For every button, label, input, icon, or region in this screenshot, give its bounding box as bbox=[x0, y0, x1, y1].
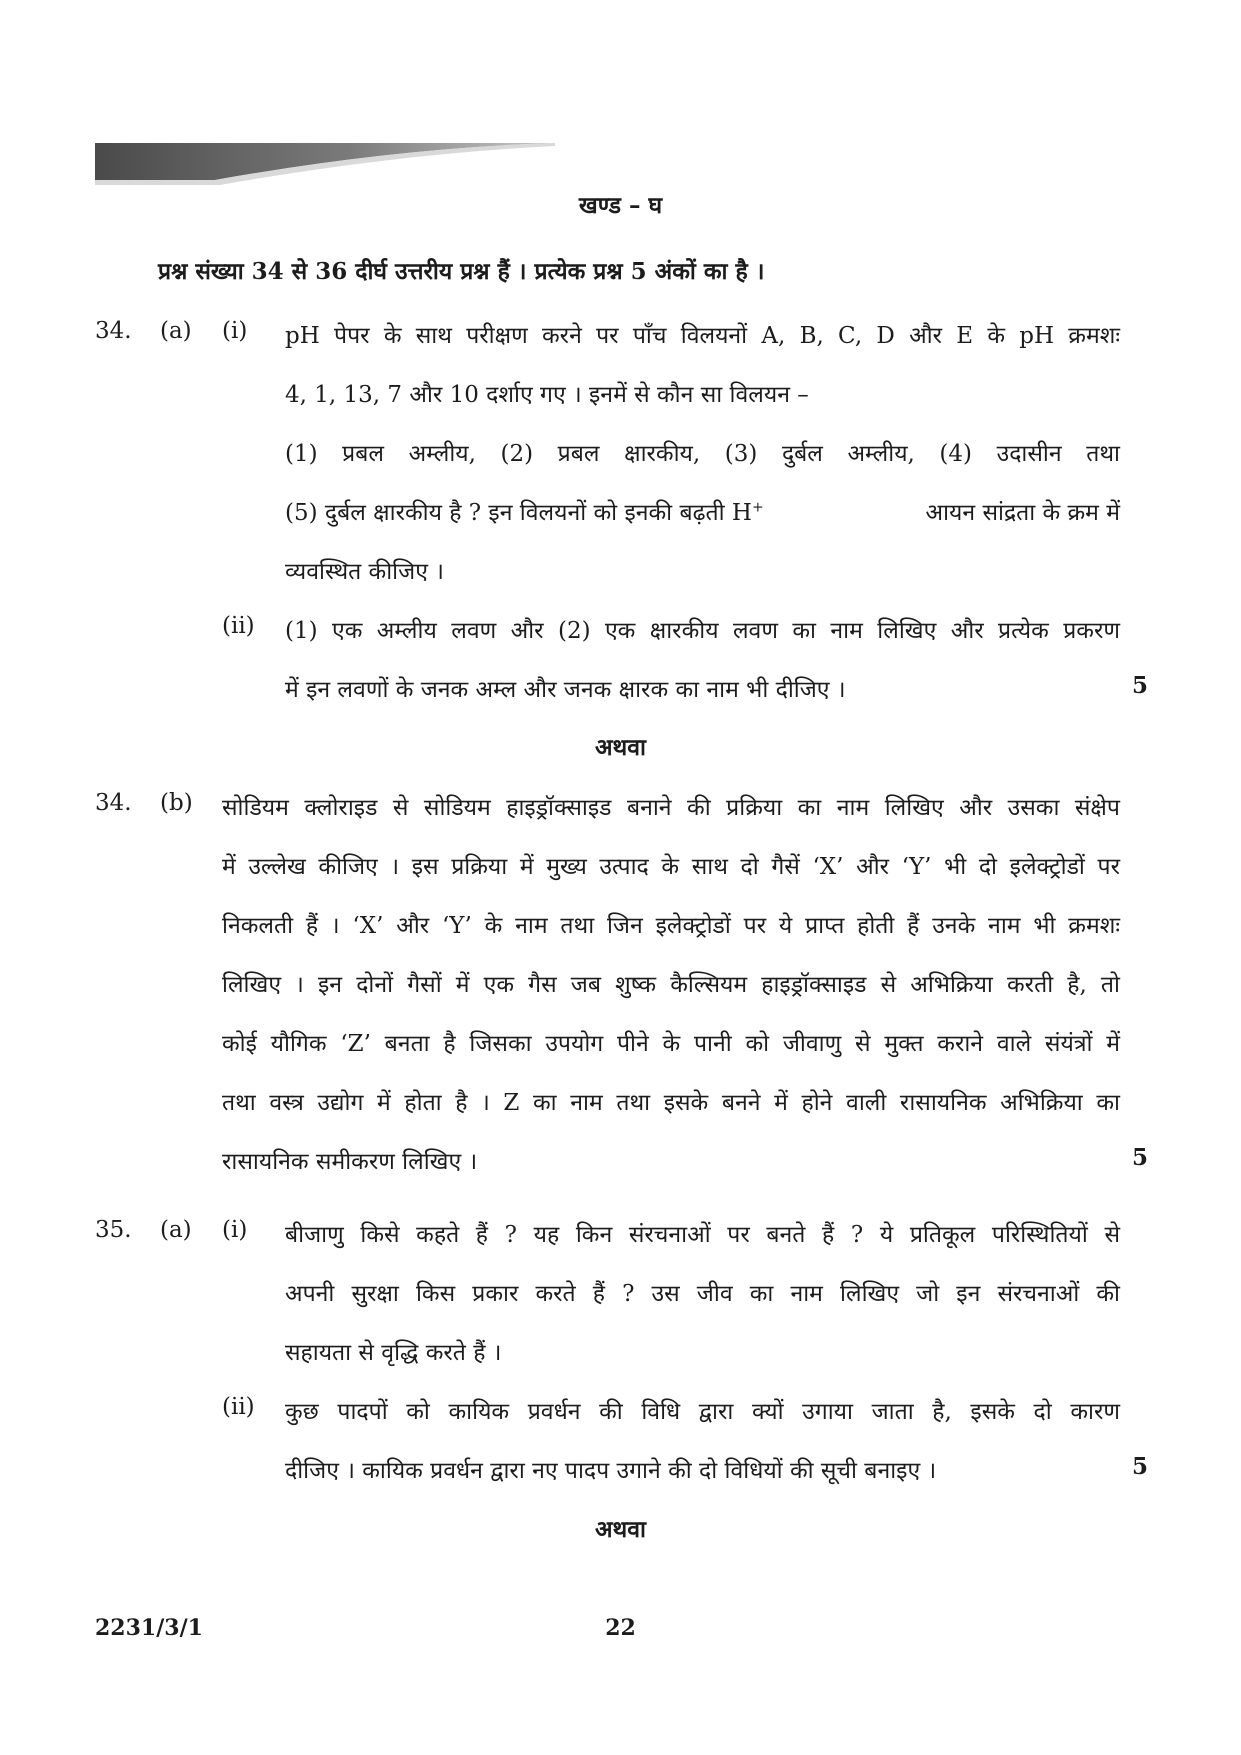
question-number: 34. bbox=[95, 790, 132, 816]
subpart-label: (i) bbox=[222, 318, 248, 344]
question-text-line: सोडियम क्लोराइड से सोडियम हाइड्रॉक्साइड बनाने की प्रक्रिया का नाम लिखिए और उसका संक्षेप bbox=[222, 795, 1120, 821]
paper-code: 2231/3/1 bbox=[95, 1615, 203, 1641]
question-text-line: में इन लवणों के जनक अम्ल और जनक क्षारक का नाम भी दीजिए । bbox=[285, 677, 846, 703]
question-text-line: (1) प्रबल अम्लीय, (2) प्रबल क्षारकीय, (3) दुर्बल अम्लीय, (4) उदासीन तथा bbox=[285, 441, 1120, 467]
marks-label: 5 bbox=[1132, 1453, 1149, 1480]
question-part-label: (a) bbox=[160, 1217, 192, 1243]
section-title: खण्ड – घ bbox=[578, 192, 663, 219]
or-separator: अथवा bbox=[594, 734, 646, 761]
question-number: 34. bbox=[95, 318, 132, 344]
subpart-label: (ii) bbox=[222, 613, 255, 639]
question-text-line: में उल्लेख कीजिए । इस प्रक्रिया में मुख्य उत्पाद के साथ दो गैसें ‘X’ और ‘Y’ भी दो इलेक्ट्रोडों पर bbox=[222, 854, 1120, 880]
question-text-line: व्यवस्थित कीजिए । bbox=[285, 559, 444, 585]
question-text-line bbox=[285, 495, 1120, 527]
subpart-label: (i) bbox=[222, 1217, 248, 1243]
superscript-plus: + bbox=[751, 499, 764, 516]
question-text-line: रासायनिक समीकरण लिखिए । bbox=[222, 1149, 478, 1175]
question-text-segment-main: (5) दुर्बल क्षारकीय है ? इन विलयनों को इनकी बढ़ती H bbox=[285, 500, 752, 526]
question-text-line: लिखिए । इन दोनों गैसों में एक गैस जब शुष्क कैल्सियम हाइड्रॉक्साइड से अभिक्रिया करती है, तो bbox=[222, 972, 1120, 998]
section-instruction: प्रश्न संख्या 34 से 36 दीर्घ उत्तरीय प्रश्न हैं । प्रत्येक प्रश्न 5 अंकों का है । bbox=[158, 258, 765, 285]
question-text-line: 4, 1, 13, 7 और 10 दर्शाए गए । इनमें से कौन सा विलयन – bbox=[285, 382, 809, 408]
header-decorative-bar bbox=[95, 140, 555, 185]
question-text-line: तथा वस्त्र उद्योग में होता है । Z का नाम तथा इसके बनने में होने वाली रासायनिक अभिक्रिया का bbox=[222, 1090, 1120, 1116]
question-text-line: (1) एक अम्लीय लवण और (2) एक क्षारकीय लवण का नाम लिखिए और प्रत्येक प्रकरण bbox=[285, 618, 1120, 644]
question-text-line: दीजिए । कायिक प्रवर्धन द्वारा नए पादप उगाने की दो विधियों की सूची बनाइए । bbox=[285, 1458, 937, 1484]
question-text-line: सहायता से वृद्धि करते हैं । bbox=[285, 1340, 502, 1366]
or-separator: अथवा bbox=[594, 1516, 646, 1543]
question-text-segment bbox=[285, 495, 764, 527]
question-text-line: निकलती हैं । ‘X’ और ‘Y’ के नाम तथा जिन इलेक्ट्रोडों पर ये प्राप्त होती हैं उनके नाम भी क्रमशः bbox=[222, 913, 1120, 939]
marks-label: 5 bbox=[1132, 1144, 1149, 1171]
question-text-line: अपनी सुरक्षा किस प्रकार करते हैं ? उस जीव का नाम लिखिए जो इन संरचनाओं की bbox=[285, 1281, 1120, 1307]
subpart-label: (ii) bbox=[222, 1394, 255, 1420]
question-text-line: कोई यौगिक ‘Z’ बनता है जिसका उपयोग पीने के पानी को जीवाणु से मुक्त कराने वाले संयंत्रों में bbox=[222, 1031, 1120, 1057]
question-number: 35. bbox=[95, 1217, 132, 1243]
question-part-label: (a) bbox=[160, 318, 192, 344]
question-text-segment-tail: आयन सांद्रता के क्रम में bbox=[925, 500, 1120, 526]
marks-label: 5 bbox=[1132, 672, 1149, 699]
question-part-label: (b) bbox=[160, 790, 193, 816]
question-text-line: बीजाणु किसे कहते हैं ? यह किन संरचनाओं पर बनते हैं ? ये प्रतिकूल परिस्थितियों से bbox=[285, 1222, 1120, 1248]
question-text-line: कुछ पादपों को कायिक प्रवर्धन की विधि द्वारा क्यों उगाया जाता है, इसके दो कारण bbox=[285, 1399, 1120, 1425]
question-text-line: pH पेपर के साथ परीक्षण करने पर पाँच विलयनों A, B, C, D और E के pH क्रमशः bbox=[285, 323, 1120, 349]
page-number: 22 bbox=[605, 1615, 636, 1641]
